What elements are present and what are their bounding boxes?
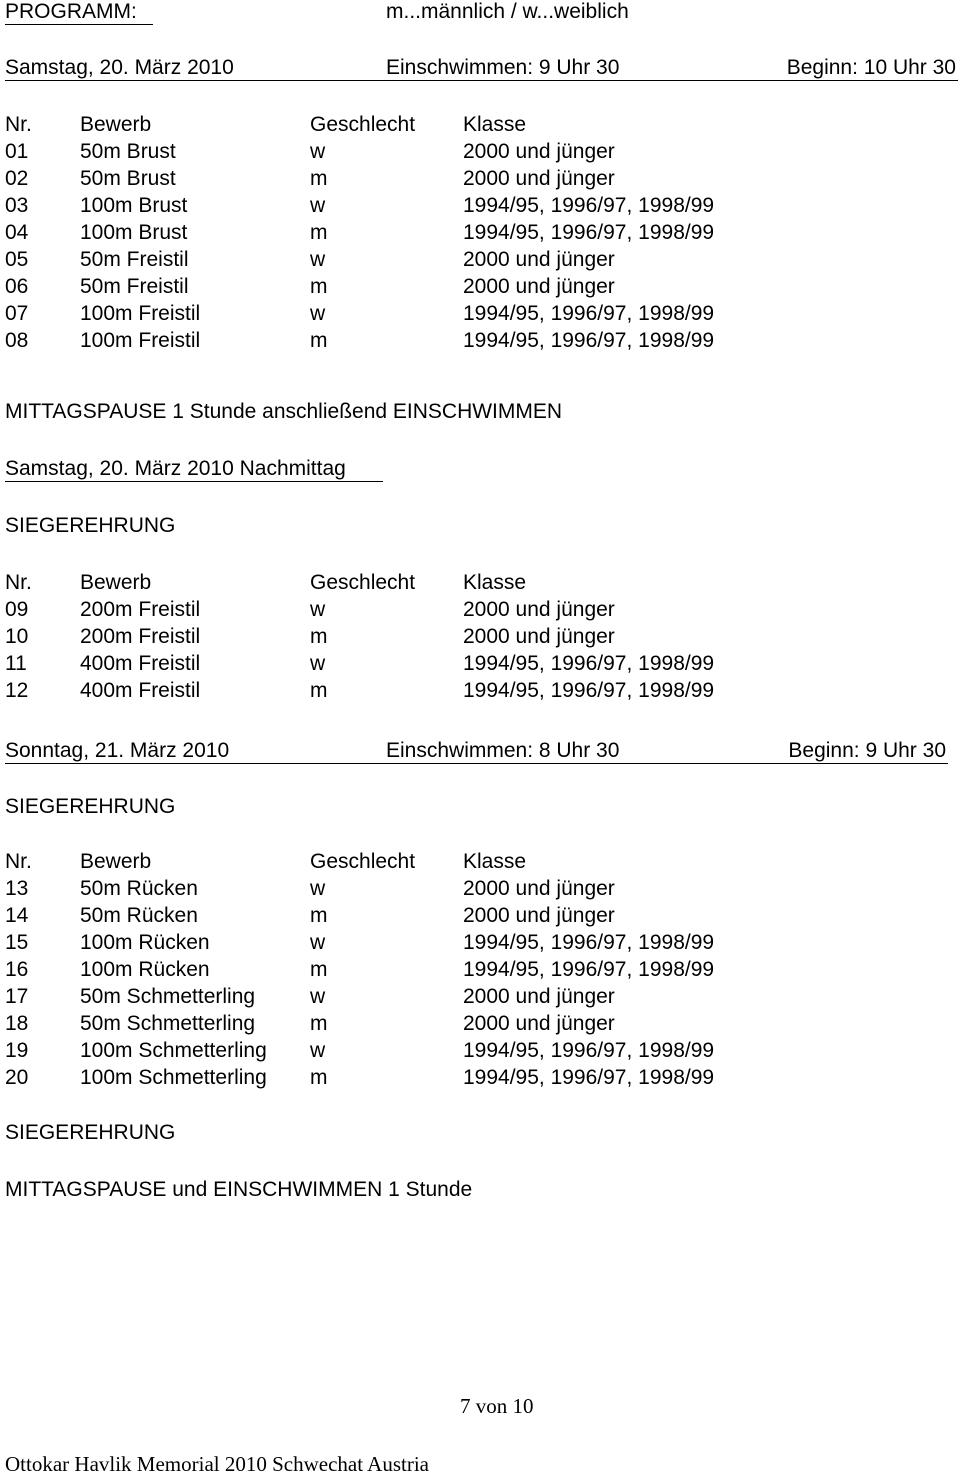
- event-gender: w: [310, 652, 326, 675]
- event-number: 04: [5, 221, 29, 244]
- event-class: 1994/95, 1996/97, 1998/99: [463, 302, 715, 325]
- event-gender: m: [310, 904, 328, 927]
- event-class: 2000 und jünger: [463, 598, 615, 621]
- table-row: [5, 875, 765, 902]
- event-class: 2000 und jünger: [463, 625, 615, 648]
- event-number: 07: [5, 302, 29, 325]
- event-gender: w: [310, 598, 326, 621]
- table-row: [5, 273, 765, 300]
- afternoon-label: Samstag, 20. März 2010 Nachmittag: [5, 457, 346, 480]
- event-class: 1994/95, 1996/97, 1998/99: [463, 652, 715, 675]
- col-geschlecht: Geschlecht: [310, 571, 416, 594]
- event-class: 1994/95, 1996/97, 1998/99: [463, 958, 715, 981]
- event-number: 08: [5, 329, 29, 352]
- event-name: 100m Freistil: [80, 302, 201, 325]
- day1-start: Beginn: 10 Uhr 30: [786, 56, 956, 79]
- event-class: 1994/95, 1996/97, 1998/99: [463, 329, 715, 352]
- event-gender: w: [310, 194, 326, 217]
- event-class: 2000 und jünger: [463, 1012, 615, 1035]
- event-name: 100m Schmetterling: [80, 1066, 267, 1089]
- event-name: 100m Rücken: [80, 931, 210, 954]
- day2-header: [5, 739, 948, 764]
- footer-event-title: Ottokar Havlik Memorial 2010 Schwechat Austria: [5, 1452, 429, 1476]
- col-klasse: Klasse: [463, 850, 527, 873]
- event-name: 200m Freistil: [80, 598, 201, 621]
- event-number: 14: [5, 904, 29, 927]
- event-name: 50m Rücken: [80, 904, 198, 927]
- col-nr: Nr.: [5, 850, 32, 873]
- table-row: [5, 327, 765, 354]
- event-gender: w: [310, 985, 326, 1008]
- event-number: 06: [5, 275, 29, 298]
- lunch-break-note: MITTAGSPAUSE 1 Stunde anschließend EINSCHWIMMEN: [5, 400, 563, 423]
- event-class: 2000 und jünger: [463, 877, 615, 900]
- event-class: 2000 und jünger: [463, 140, 615, 163]
- table-row: [5, 192, 765, 219]
- event-gender: m: [310, 167, 328, 190]
- lunch-break-note-2: MITTAGSPAUSE und EINSCHWIMMEN 1 Stunde: [5, 1178, 473, 1201]
- gender-legend: m...männlich / w...weiblich: [386, 0, 629, 23]
- table-row: [5, 623, 765, 650]
- event-number: 19: [5, 1039, 29, 1062]
- event-number: 16: [5, 958, 29, 981]
- event-gender: m: [310, 329, 328, 352]
- event-name: 100m Schmetterling: [80, 1039, 267, 1062]
- afternoon-header: [5, 457, 383, 482]
- table-row: [5, 650, 765, 677]
- day1-date: Samstag, 20. März 2010: [5, 56, 234, 79]
- table-row: [5, 1064, 765, 1091]
- event-class: 2000 und jünger: [463, 904, 615, 927]
- table-row: [5, 929, 765, 956]
- events-table-2: [5, 569, 765, 704]
- event-gender: w: [310, 1039, 326, 1062]
- event-class: 2000 und jünger: [463, 275, 615, 298]
- table-row: [5, 165, 765, 192]
- event-number: 09: [5, 598, 29, 621]
- event-name: 50m Schmetterling: [80, 1012, 256, 1035]
- table-row: [5, 902, 765, 929]
- event-name: 50m Schmetterling: [80, 985, 256, 1008]
- event-name: 100m Brust: [80, 221, 188, 244]
- event-gender: w: [310, 931, 326, 954]
- event-class: 1994/95, 1996/97, 1998/99: [463, 1039, 715, 1062]
- event-number: 18: [5, 1012, 29, 1035]
- col-nr: Nr.: [5, 571, 32, 594]
- event-number: 20: [5, 1066, 29, 1089]
- table-row: [5, 1037, 765, 1064]
- event-gender: m: [310, 625, 328, 648]
- event-gender: w: [310, 877, 326, 900]
- col-klasse: Klasse: [463, 571, 527, 594]
- table-header-row: [5, 848, 765, 875]
- event-class: 2000 und jünger: [463, 167, 615, 190]
- event-class: 2000 und jünger: [463, 248, 615, 271]
- programm-heading: [5, 0, 153, 25]
- table-row: [5, 596, 765, 623]
- table-row: [5, 219, 765, 246]
- event-gender: m: [310, 958, 328, 981]
- col-nr: Nr.: [5, 113, 32, 136]
- event-class: 1994/95, 1996/97, 1998/99: [463, 194, 715, 217]
- event-gender: w: [310, 140, 326, 163]
- event-class: 2000 und jünger: [463, 985, 615, 1008]
- col-bewerb: Bewerb: [80, 113, 152, 136]
- event-name: 400m Freistil: [80, 652, 201, 675]
- event-class: 1994/95, 1996/97, 1998/99: [463, 931, 715, 954]
- event-name: 400m Freistil: [80, 679, 201, 702]
- event-number: 12: [5, 679, 29, 702]
- events-table-1: [5, 111, 765, 354]
- event-gender: m: [310, 1012, 328, 1035]
- event-number: 10: [5, 625, 29, 648]
- table-row: [5, 138, 765, 165]
- event-name: 50m Freistil: [80, 275, 189, 298]
- event-name: 100m Freistil: [80, 329, 201, 352]
- event-gender: m: [310, 221, 328, 244]
- event-name: 200m Freistil: [80, 625, 201, 648]
- day2-warmup: Einschwimmen: 8 Uhr 30: [386, 739, 620, 762]
- event-name: 100m Brust: [80, 194, 188, 217]
- table-row: [5, 1010, 765, 1037]
- event-class: 1994/95, 1996/97, 1998/99: [463, 1066, 715, 1089]
- events-table-3: [5, 848, 765, 1091]
- event-class: 1994/95, 1996/97, 1998/99: [463, 221, 715, 244]
- day2-start: Beginn: 9 Uhr 30: [788, 739, 946, 762]
- col-geschlecht: Geschlecht: [310, 113, 416, 136]
- programm-label: PROGRAMM:: [5, 0, 137, 23]
- event-gender: w: [310, 302, 326, 325]
- day1-warmup: Einschwimmen: 9 Uhr 30: [386, 56, 620, 79]
- table-row: [5, 983, 765, 1010]
- event-number: 05: [5, 248, 29, 271]
- award-ceremony-3: SIEGEREHRUNG: [5, 1121, 176, 1144]
- event-number: 17: [5, 985, 29, 1008]
- table-row: [5, 300, 765, 327]
- event-gender: m: [310, 679, 328, 702]
- event-number: 11: [5, 652, 27, 675]
- event-name: 100m Rücken: [80, 958, 210, 981]
- table-row: [5, 246, 765, 273]
- event-gender: m: [310, 1066, 328, 1089]
- event-gender: w: [310, 248, 326, 271]
- table-row: [5, 956, 765, 983]
- event-class: 1994/95, 1996/97, 1998/99: [463, 679, 715, 702]
- col-geschlecht: Geschlecht: [310, 850, 416, 873]
- day2-date: Sonntag, 21. März 2010: [5, 739, 230, 762]
- event-name: 50m Brust: [80, 140, 176, 163]
- event-number: 15: [5, 931, 29, 954]
- award-ceremony-2: SIEGEREHRUNG: [5, 795, 176, 818]
- event-name: 50m Freistil: [80, 248, 189, 271]
- event-number: 13: [5, 877, 29, 900]
- page-number: 7 von 10: [460, 1394, 534, 1418]
- col-bewerb: Bewerb: [80, 850, 152, 873]
- event-name: 50m Brust: [80, 167, 176, 190]
- event-number: 02: [5, 167, 29, 190]
- col-bewerb: Bewerb: [80, 571, 152, 594]
- day1-header: [5, 56, 958, 81]
- event-name: 50m Rücken: [80, 877, 198, 900]
- table-row: [5, 677, 765, 704]
- table-header-row: [5, 569, 765, 596]
- event-gender: m: [310, 275, 328, 298]
- event-number: 01: [5, 140, 29, 163]
- table-header-row: [5, 111, 765, 138]
- award-ceremony-1: SIEGEREHRUNG: [5, 514, 176, 537]
- event-number: 03: [5, 194, 29, 217]
- col-klasse: Klasse: [463, 113, 527, 136]
